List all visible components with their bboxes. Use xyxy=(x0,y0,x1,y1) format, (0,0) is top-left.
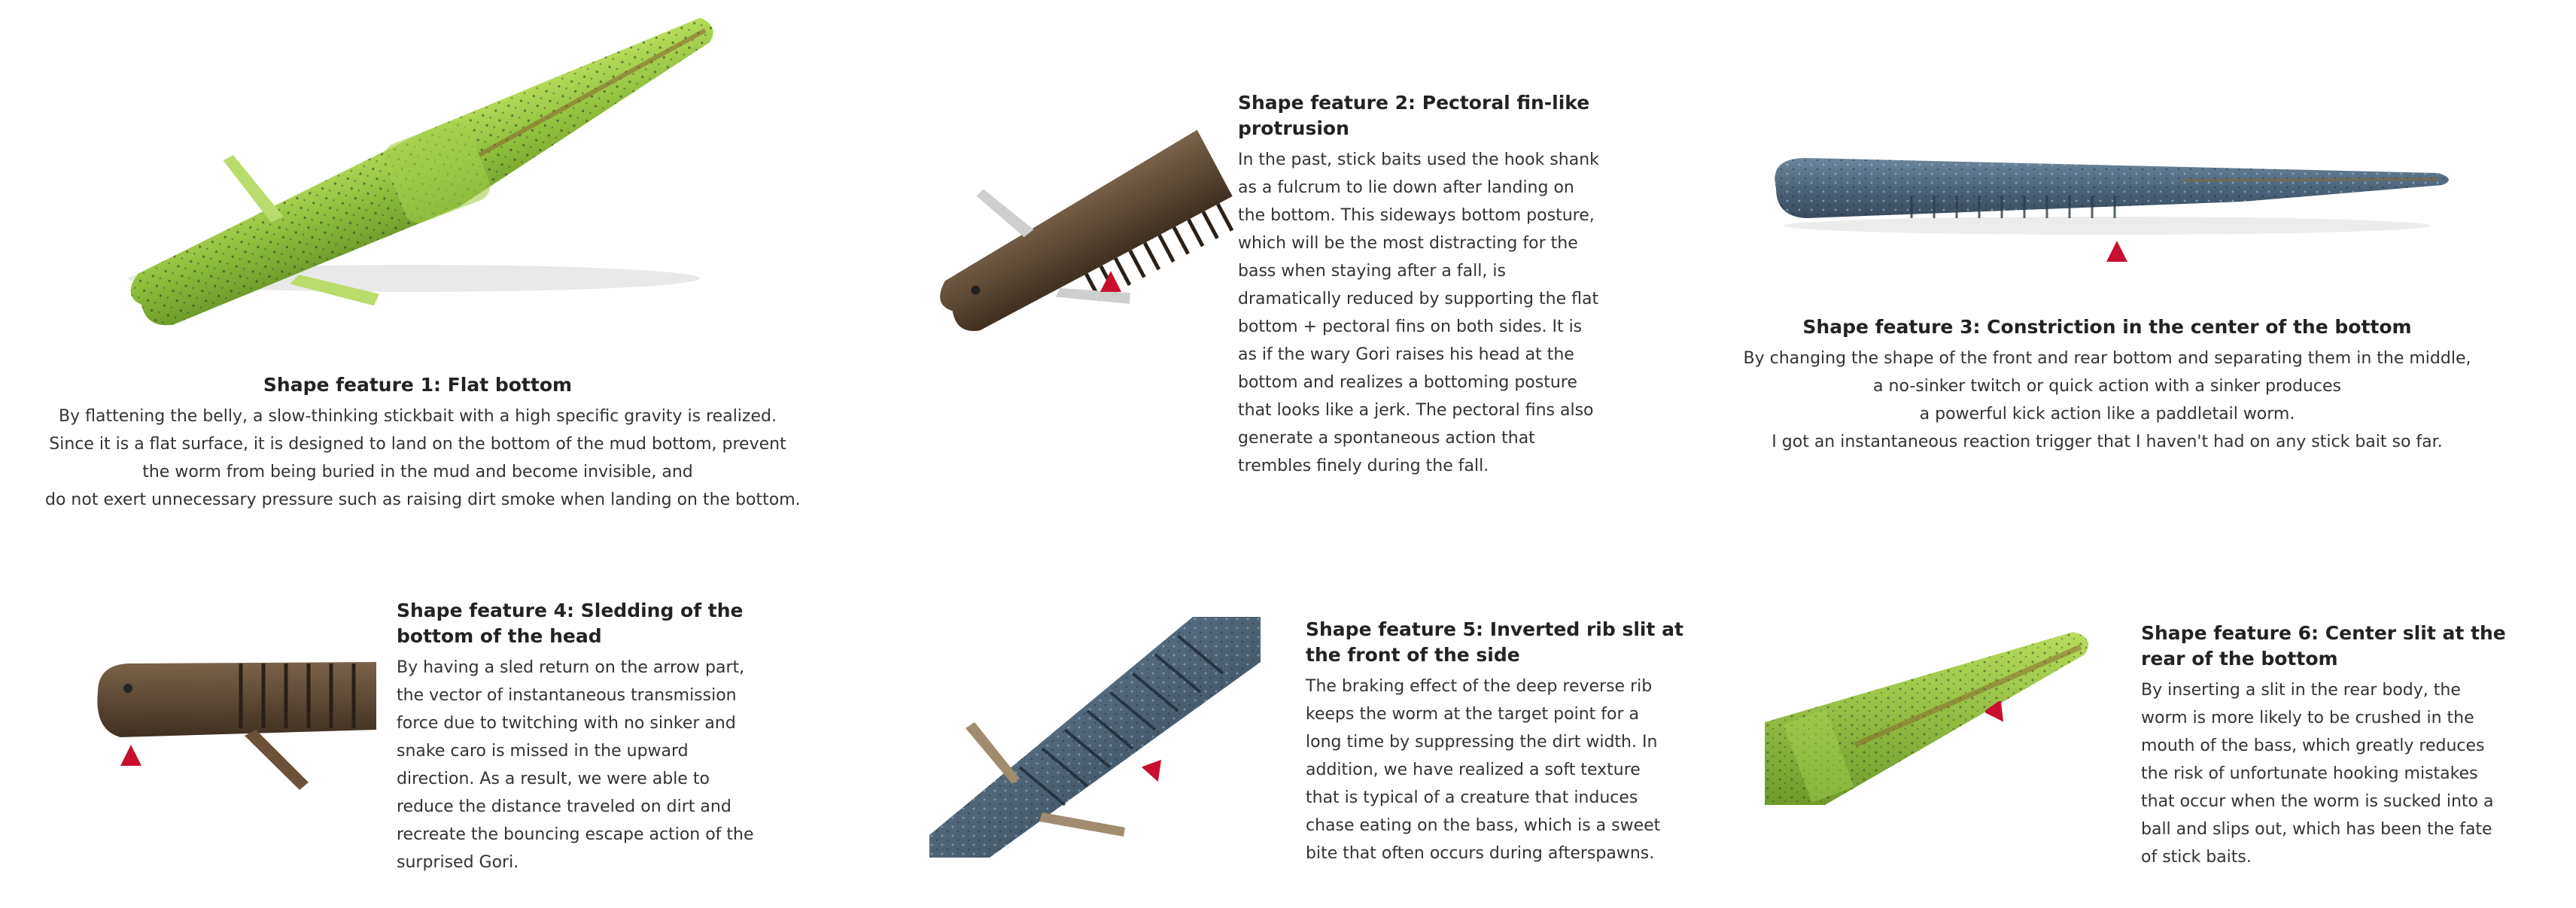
feature-6-title: rear of the bottom xyxy=(2141,648,2338,670)
brown-worm-head-image xyxy=(90,647,376,812)
feature-6-text-line: of stick baits. xyxy=(2141,848,2252,867)
feature-1-text-line: By flattening the belly, a slow-thinking stickbait with a high specific gravity is realized. xyxy=(59,407,777,426)
feature-5-text-line: The braking effect of the deep reverse rib xyxy=(1306,677,1653,696)
green-worm-image xyxy=(90,23,753,323)
feature-4-text-line: recreate the bouncing escape action of the xyxy=(397,825,754,844)
feature-1-title: Shape feature 1: Flat bottom xyxy=(263,374,573,396)
feature-4-text-line: direction. As a result, we were able to xyxy=(397,770,710,788)
blue-worm-image xyxy=(1761,135,2453,256)
feature-4-text-line: surprised Gori. xyxy=(397,853,519,872)
feature-6-text-line: the risk of unfortunate hooking mistakes xyxy=(2141,764,2478,783)
feature-5-text-line: keeps the worm at the target point for a xyxy=(1306,705,1639,724)
feature-6-text-line: mouth of the bass, which greatly reduces xyxy=(2141,736,2485,755)
feature-2-title: Shape feature 2: Pectoral fin-like xyxy=(1238,92,1590,114)
feature-4-text-line: force due to twitching with no sinker and xyxy=(397,714,736,733)
feature-4-text-line: reduce the distance traveled on dirt and xyxy=(397,797,731,816)
feature-3-text-line: I got an instantaneous reaction trigger that I haven't had on any stick bait so far. xyxy=(1772,433,2443,451)
feature-5-title: Shape feature 5: Inverted rib slit at xyxy=(1306,618,1683,640)
feature-5-title: the front of the side xyxy=(1306,644,1520,666)
feature-2-text-line: as a fulcrum to lie down after landing on xyxy=(1238,178,1574,197)
feature-3-text-line: a no-sinker twitch or quick action with a sinker produces xyxy=(1873,377,2341,396)
feature-2-text-line: which will be the most distracting for the xyxy=(1238,234,1578,253)
feature-5-text-line: addition, we have realized a soft texture xyxy=(1306,761,1641,779)
feature-2-text-line: trembles finely during the fall. xyxy=(1238,457,1489,475)
feature-6-text-line: By inserting a slit in the rear body, the xyxy=(2141,681,2461,700)
blue-worm-ribs-image xyxy=(929,617,1261,858)
feature-5-text-line: chase eating on the bass, which is a sweet xyxy=(1306,816,1661,835)
feature-3-text-line: a powerful kick action like a paddletail worm. xyxy=(1919,405,2295,424)
arrow-marker-icon xyxy=(119,743,143,767)
feature-2-text-line: the bottom. This sideways bottom posture, xyxy=(1238,206,1595,225)
feature-4-title: bottom of the head xyxy=(397,625,602,647)
feature-5-text-line: long time by suppressing the dirt width. In xyxy=(1306,733,1658,752)
feature-4-text-line: By having a sled return on the arrow part, xyxy=(397,658,745,677)
arrow-marker-icon xyxy=(2105,239,2129,263)
feature-6-text-line: ball and slips out, which has been the fate xyxy=(2141,820,2492,839)
arrow-marker-icon xyxy=(1142,760,1166,784)
feature-2-text-line: dramatically reduced by supporting the flat xyxy=(1238,290,1599,308)
feature-1-text-line: do not exert unnecessary pressure such as raising dirt smoke when landing on the bottom. xyxy=(45,490,801,509)
feature-6-text-line: worm is more likely to be crushed in the xyxy=(2141,709,2474,727)
arrow-marker-icon xyxy=(1985,701,2009,725)
feature-2-text-line: bottom and realizes a bottoming posture xyxy=(1238,373,1577,392)
feature-2-title: protrusion xyxy=(1238,117,1349,139)
feature-2-text-line: generate a spontaneous action that xyxy=(1238,429,1535,448)
feature-3-title: Shape feature 3: Constriction in the center of the bottom xyxy=(1802,316,2412,338)
feature-2-text-line: bass when staying after a fall, is xyxy=(1238,262,1506,281)
feature-4-text-line: the vector of instantaneous transmission xyxy=(397,686,737,705)
feature-5-text-line: that is typical of a creature that induces xyxy=(1306,788,1638,807)
feature-1-text-line: the worm from being buried in the mud and become invisible, and xyxy=(142,463,693,481)
arrow-marker-icon xyxy=(1099,269,1123,293)
feature-1-text-line: Since it is a flat surface, it is designed to land on the bottom of the mud bottom, prevent xyxy=(49,435,786,454)
feature-3-text-line: By changing the shape of the front and rear bottom and separating them in the middle, xyxy=(1743,349,2471,368)
feature-4-text-line: snake caro is missed in the upward xyxy=(397,742,689,761)
feature-6-title: Shape feature 6: Center slit at the xyxy=(2141,622,2506,644)
feature-2-text-line: as if the wary Gori raises his head at the xyxy=(1238,345,1574,364)
feature-2-text-line: that looks like a jerk. The pectoral fins also xyxy=(1238,401,1594,420)
brown-worm-image xyxy=(903,90,1219,331)
feature-6-text-line: that occur when the worm is sucked into a xyxy=(2141,792,2494,811)
feature-5-text-line: bite that often occurs during afterspawns. xyxy=(1306,844,1655,863)
feature-4-title: Shape feature 4: Sledding of the xyxy=(397,600,744,621)
feature-2-text-line: bottom + pectoral fins on both sides. It is xyxy=(1238,317,1583,336)
green-worm-tail-image xyxy=(1765,632,2096,828)
feature-2-text-line: In the past, stick baits used the hook shank xyxy=(1238,150,1599,169)
